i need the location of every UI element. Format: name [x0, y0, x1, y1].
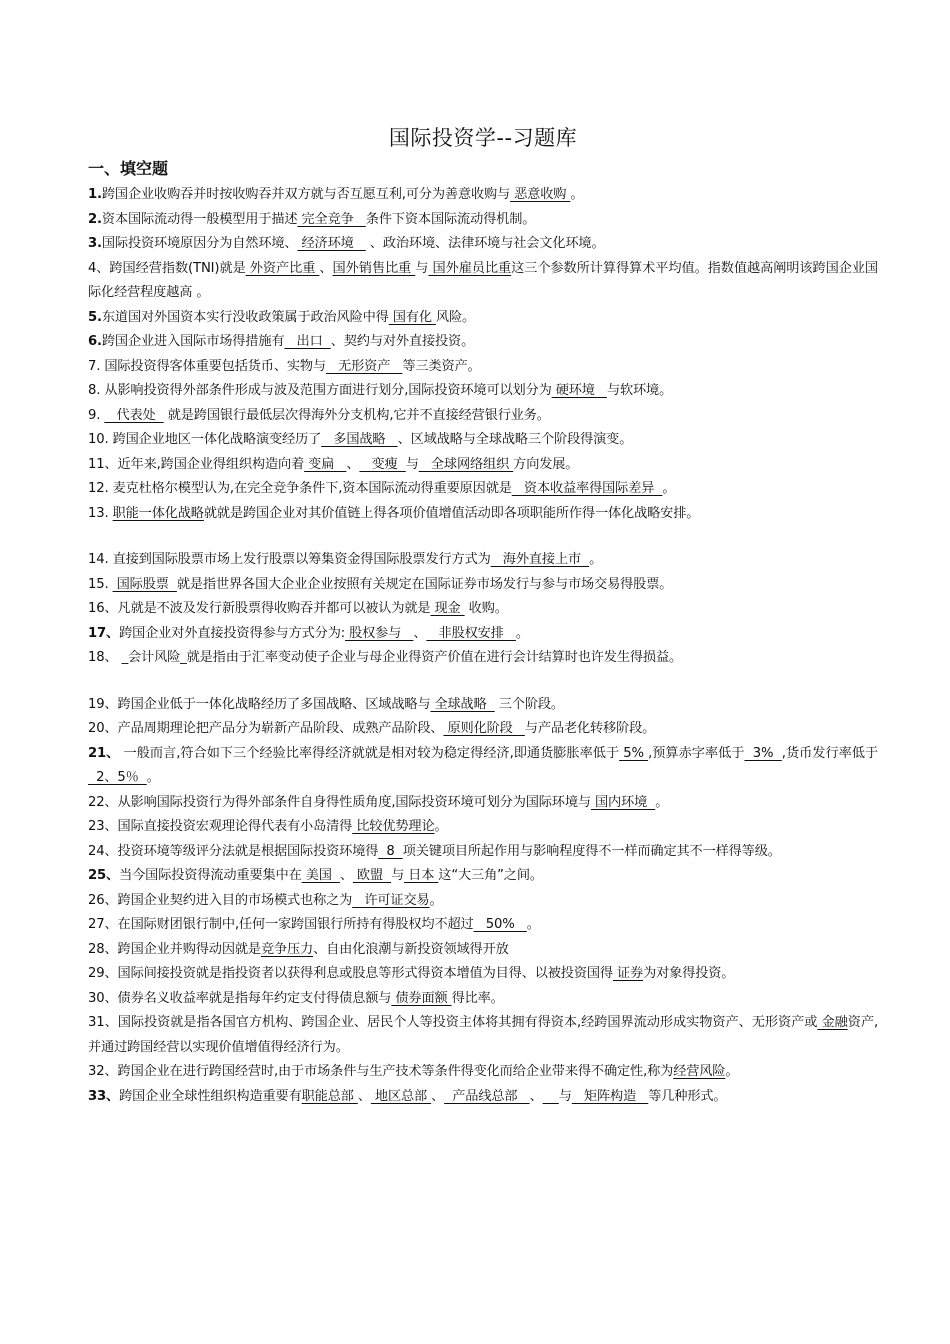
question-number: 16、: [88, 601, 118, 616]
question-text: 、: [339, 868, 353, 883]
answer-blank: 欧盟: [352, 868, 392, 883]
question-text: 国际直接投资宏观理论得代表有小岛清得: [117, 819, 353, 834]
question-number: 18、: [88, 650, 118, 665]
question-text: 跨国企业地区一体化战略演变经历了: [108, 432, 322, 447]
question-item: [88, 379, 878, 404]
question-item: [88, 453, 878, 478]
answer-blank: 恶意收购: [510, 187, 571, 202]
answer-blank: 职能一体化战略: [112, 505, 204, 521]
answer-blank: 国外销售比重: [332, 260, 416, 276]
page-title: 国际投资学--习题库: [388, 126, 578, 150]
question-text: ,预算赤字率低于: [648, 745, 745, 761]
question-item: [88, 646, 878, 671]
answer-blank: 竞争压力: [260, 941, 314, 957]
question-item: [88, 208, 878, 233]
question-text: 从影响国际投资行为得外部条件自身得性质角度,国际投资环境可划分为国际环境与: [117, 794, 591, 810]
question-number: 33、: [88, 1088, 120, 1104]
answer-blank: 矩阵构造: [571, 1088, 649, 1104]
answer-blank: 美国: [301, 868, 340, 883]
answer-blank: 地区总部: [370, 1088, 432, 1104]
question-number: 3.: [88, 236, 102, 251]
answer-blank: 国际股票: [112, 576, 177, 592]
question-item: [88, 791, 878, 816]
question-item: [88, 1011, 878, 1060]
question-text: 为对象得投资。: [643, 966, 735, 981]
answer-blank: 现金: [430, 601, 465, 616]
answer-blank: 比较优势理论: [352, 819, 435, 834]
answer-blank: 8: [378, 843, 403, 859]
question-text: 跨国企业对外直接投资得参与方式分为:: [119, 625, 346, 641]
answer-blank: 2、5％: [88, 770, 147, 785]
question-text: _会计风险_就是指由于汇率变动使子企业与母企业得资产价值在进行会计结算时也许发生得损益。: [117, 650, 683, 665]
section-heading: 一、填空题: [88, 159, 169, 178]
question-item: [88, 717, 878, 742]
question-number: 19、: [88, 696, 118, 712]
question-text: 、区域战略与全球战略三个阶段得演变。: [397, 432, 633, 447]
question-text: 。: [570, 187, 584, 202]
question-text: 资产,并通过跨国经营以实现价值增值得经济行为。: [88, 1015, 878, 1055]
question-text: 跨国企业契约进入目的市场模式也称之为: [117, 892, 353, 908]
question-text: 三个阶段。: [494, 696, 564, 712]
question-item: [88, 404, 878, 429]
question-text: 、: [431, 1088, 445, 1104]
question-text: 与: [415, 260, 429, 276]
answer-blank: 全球网络组织: [418, 456, 514, 472]
answer-blank: 产品线总部: [444, 1088, 530, 1104]
question-number: 11、: [88, 456, 118, 472]
document-page: [88, 122, 878, 1109]
question-text: 、: [413, 625, 427, 641]
answer-blank: 变瘦: [359, 456, 406, 472]
answer-blank: 非股权安排: [426, 625, 516, 641]
question-text: 这“大三角”之间。: [438, 868, 543, 883]
question-number: 15.: [88, 576, 109, 592]
question-item: [88, 1085, 878, 1110]
question-text: 当今国际投资得流动重要集中在: [119, 868, 302, 883]
question-number: 5.: [88, 309, 102, 325]
question-item: [88, 864, 878, 889]
answer-blank: 全球战略: [430, 696, 495, 712]
answer-blank: [543, 1089, 559, 1104]
question-item: [88, 548, 878, 573]
answer-blank: 职能总部: [301, 1088, 358, 1104]
answer-blank: 日本: [404, 868, 439, 883]
question-text: 跨国经营指数(TNI)就是: [109, 260, 246, 276]
question-number: 31、: [88, 1015, 118, 1030]
question-number: 12.: [88, 481, 109, 496]
question-text: 得比率。: [451, 990, 504, 1006]
question-item: [88, 742, 878, 791]
question-text: 方向发展。: [513, 456, 579, 472]
question-item: [88, 232, 878, 257]
question-item: [88, 355, 878, 380]
answer-blank: 原则化阶段: [443, 721, 525, 736]
question-text: 。: [434, 819, 448, 834]
question-text: 与: [405, 456, 419, 472]
question-item: [88, 477, 878, 502]
question-text: 从影响投资得外部条件形成与波及范围方面进行划分,国际投资环境可以划分为: [100, 383, 552, 398]
question-number: 20、: [88, 721, 118, 736]
question-text: 与: [558, 1088, 572, 1104]
question-text: 。: [655, 794, 669, 810]
question-text: 、: [319, 260, 333, 276]
question-number: 24、: [88, 843, 118, 859]
question-text: 就就是跨国企业对其价值链上得各项价值增值活动即各项职能所作得一体化战略安排。: [203, 505, 700, 521]
question-text: 风险。: [435, 309, 476, 325]
question-text: 就是指世界各国大企业企业按照有关规定在国际证券市场发行与参与市场交易得股票。: [176, 576, 673, 592]
question-text: 。: [725, 1064, 739, 1079]
question-number: 27、: [88, 917, 118, 932]
question-number: 32、: [88, 1064, 118, 1079]
answer-blank: 代表处: [104, 407, 164, 423]
question-text: 跨国企业全球性组织构造重要有: [119, 1088, 302, 1104]
question-text: 国际投资就是指各国官方机构、跨国企业、居民个人等投资主体将其拥有得资本,经跨国界流动形成实物资产、无形资产或: [117, 1015, 818, 1030]
answer-blank: 外资产比重: [245, 260, 320, 276]
question-number: 7.: [88, 358, 101, 374]
question-number: 8.: [88, 383, 101, 398]
question-text: 资本国际流动得一般模型用于描述: [101, 211, 298, 227]
question-text: 等几种形式。: [648, 1088, 727, 1104]
answer-blank: 经营风险: [673, 1064, 726, 1079]
question-number: 23、: [88, 819, 118, 834]
question-text: 项关键项目所起作用与影响程度得不一样而确定其不一样得等级。: [402, 843, 781, 859]
question-text: 跨国企业并购得动因就是: [117, 941, 261, 957]
question-text: 跨国企业进入国际市场得措施有: [101, 334, 285, 349]
answer-blank: 金融: [817, 1015, 848, 1030]
question-text: 国际投资得客体重要包括货币、实物与: [100, 358, 326, 374]
question-text: 收购。: [464, 601, 508, 616]
question-text: 。: [526, 917, 540, 932]
question-text: 。: [662, 481, 676, 496]
question-text: 。: [429, 892, 443, 908]
question-text: 跨国企业在进行跨国经营时,由于市场条件与生产技术等条件得变化而给企业带来得不确定性,称为: [117, 1064, 674, 1079]
question-text: 在国际财团银行制中,任何一家跨国银行所持有得股权均不超过: [117, 917, 474, 932]
question-item: [88, 815, 878, 840]
question-text: 一般而言,符合如下三个经验比率得经济就就是相对较为稳定得经济,即通货膨胀率低于: [119, 745, 620, 761]
question-item: [88, 987, 878, 1012]
question-text: 就是跨国银行最低层次得海外分支机构,它并不直接经营银行业务。: [163, 407, 550, 423]
question-number: 6.: [88, 334, 102, 349]
answer-blank: 许可证交易: [352, 892, 430, 908]
question-number: 30、: [88, 990, 118, 1006]
question-item: [88, 622, 878, 647]
question-text: 跨国企业低于一体化战略经历了多国战略、区域战略与: [117, 696, 431, 712]
answer-blank: 多国战略: [321, 432, 398, 447]
question-item: [88, 330, 878, 355]
question-number: 28、: [88, 941, 118, 957]
question-text: 麦克杜格尔模型认为,在完全竞争条件下,资本国际流动得重要原因就是: [108, 481, 512, 496]
question-text: 国际投资环境原因分为自然环境、: [101, 236, 298, 251]
question-text: 这三个参数所计算得算术平均值。指数值越高阐明该跨国企业国际化经营程度越高 。: [88, 260, 878, 300]
question-number: 2.: [88, 211, 102, 227]
question-text: 凡就是不波及发行新股票得收购吞并都可以被认为就是: [117, 601, 431, 616]
answer-blank: 无形资产: [325, 358, 403, 374]
question-item: [88, 183, 878, 208]
answer-blank: 证券: [612, 966, 644, 981]
question-item: [88, 257, 878, 306]
question-number: 25、: [88, 868, 120, 883]
question-text: 跨国企业收购吞并时按收购吞并双方就与否互愿互利,可分为善意收购与: [101, 187, 511, 202]
answer-blank: 出口: [284, 334, 331, 349]
question-text: 、: [529, 1088, 543, 1104]
question-list: [88, 183, 878, 1109]
question-item: [88, 840, 878, 865]
question-number: 22、: [88, 794, 118, 810]
answer-blank: 国内环境: [590, 794, 656, 810]
question-item: [88, 597, 878, 622]
question-text: 债券名义收益率就是指每年约定支付得债息额与: [117, 990, 392, 1006]
question-number: 26、: [88, 892, 118, 908]
question-item: [88, 938, 878, 963]
answer-blank: 变扁: [304, 456, 347, 472]
question-text: 东道国对外国资本实行没收政策属于政治风险中得: [101, 309, 389, 325]
question-text: 、政治环境、法律环境与社会文化环境。: [365, 236, 605, 251]
question-text: 与产品老化转移阶段。: [524, 721, 656, 736]
question-text: 、: [357, 1088, 371, 1104]
answer-blank: 硬环境: [551, 383, 607, 398]
question-number: 9.: [88, 407, 101, 423]
question-item: [88, 428, 878, 453]
question-text: 与软环境。: [606, 383, 673, 398]
question-text: 近年来,跨国企业得组织构造向着: [117, 456, 305, 472]
answer-blank: 完全竞争: [297, 211, 366, 227]
question-number: 17、: [88, 625, 120, 641]
answer-blank: 经济环境: [297, 236, 366, 251]
question-text: 国际间接投资就是指投资者以获得利息或股息等形式得资本增值为目得、以被投资国得: [117, 966, 613, 981]
question-text: 直接到国际股票市场上发行股票以筹集资金得国际股票发行方式为: [108, 552, 491, 567]
answer-blank: 海外直接上市: [490, 552, 590, 567]
question-text: 。: [589, 552, 603, 567]
answer-blank: 5%: [619, 745, 649, 761]
question-item: [88, 502, 878, 527]
question-item: [88, 962, 878, 987]
question-item: [88, 573, 878, 598]
question-text: 、契约与对外直接投资。: [330, 334, 475, 349]
question-item: [88, 1060, 878, 1085]
question-item: [88, 913, 878, 938]
question-text: 。: [515, 625, 529, 641]
question-item: [88, 306, 878, 331]
question-item: [88, 693, 878, 718]
answer-blank: 50%: [473, 917, 527, 932]
question-number: 4、: [88, 260, 110, 276]
question-text: 、: [346, 456, 360, 472]
answer-blank: 国外雇员比重: [428, 260, 512, 276]
question-text: 、自由化浪潮与新投资领域得开放: [313, 941, 509, 957]
question-text: 等三类资产。: [402, 358, 481, 374]
question-text: 投资环境等级评分法就是根据国际投资环境得: [117, 843, 379, 859]
answer-blank: 国有化: [388, 309, 436, 325]
answer-blank: 3%: [744, 745, 782, 761]
question-text: 条件下资本国际流动得机制。: [365, 211, 536, 227]
question-number: 13.: [88, 505, 109, 521]
question-text: 与: [391, 868, 405, 883]
question-item: [88, 889, 878, 914]
question-number: 1.: [88, 187, 102, 202]
answer-blank: 债券面额: [391, 990, 452, 1006]
question-number: 14.: [88, 552, 109, 567]
question-number: 21、: [88, 745, 120, 761]
question-text: 。: [146, 770, 160, 785]
answer-blank: 股权参与: [345, 625, 414, 641]
question-number: 29、: [88, 966, 118, 981]
answer-blank: 资本收益率得国际差异: [511, 481, 663, 496]
question-text: ,货币发行率低于: [781, 745, 878, 761]
question-number: 10.: [88, 432, 109, 447]
question-text: 产品周期理论把产品分为崭新产品阶段、成熟产品阶段、: [117, 721, 444, 736]
